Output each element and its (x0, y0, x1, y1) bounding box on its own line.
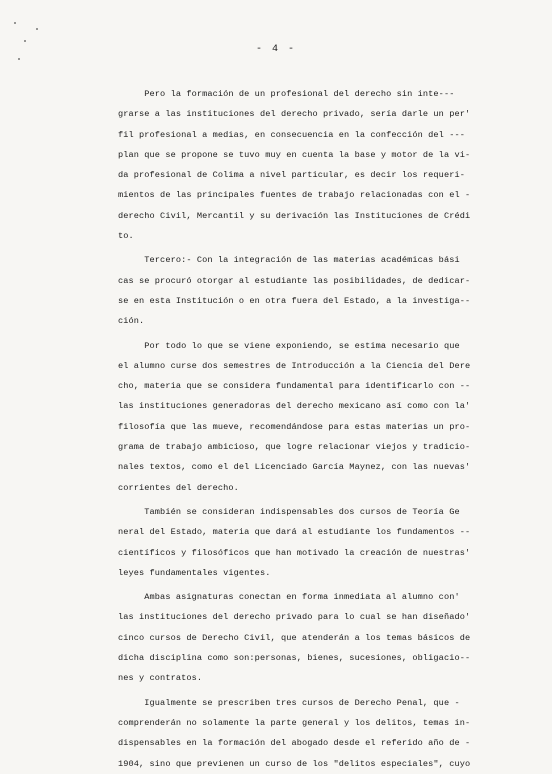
paragraph (118, 84, 478, 246)
text-line: dicha disciplina como son:personas, bienes, sucesiones, obligacio-- (118, 653, 471, 664)
text-line: dispensables en la formación del abogado desde el referido año de - (118, 738, 471, 749)
text-line: las instituciones generadoras del derecho mexicano así como con la' (118, 401, 471, 412)
paper-speck (36, 28, 38, 30)
text-line: las instituciones del derecho privado para lo cual se han diseñado' (118, 612, 471, 623)
paragraph (118, 336, 478, 498)
text-line: fil profesional a medias, en consecuencia en la confección del --- (118, 129, 465, 140)
paper-speck (14, 22, 16, 24)
text-line: leyes fundamentales vigentes. (118, 567, 271, 578)
page-number: - 4 - (255, 44, 296, 55)
paragraph (118, 502, 478, 583)
paragraph (118, 693, 478, 774)
text-line: da profesional de Colima a nivel particular, es decir los requeri- (118, 170, 465, 181)
text-line: mientos de las principales fuentes de trabajo relacionadas con el - (118, 190, 471, 201)
text-line: Ambas asignaturas conectan en forma inmediata al alumno con' (118, 592, 460, 603)
text-line: Igualmente se prescriben tres cursos de Derecho Penal, que - (118, 697, 460, 708)
text-line: 1904, sino que previenen un curso de los "delitos especiales", cuyo (118, 758, 471, 769)
text-line: grarse a las instituciones del derecho privado, sería darle un per' (118, 109, 471, 120)
text-line: derecho Civil, Mercantil y su derivación las Instituciones de Crédi (118, 210, 471, 221)
text-line: cho, materia que se considera fundamental para identificarlo con -- (118, 381, 471, 392)
text-line: Tercero:- Con la integración de las materias académicas bási (118, 255, 460, 266)
body-text (118, 84, 478, 774)
text-line: se en esta Institución o en otra fuera del Estado, a la investiga-- (118, 295, 471, 306)
text-line: científicos y filosóficos que han motivado la creación de nuestras' (118, 547, 471, 558)
text-line: ción. (118, 316, 145, 327)
text-line: Por todo lo que se viene exponiendo, se estima necesario que (118, 340, 460, 351)
text-line: nales textos, como el del Licenciado García Maynez, con las nuevas' (118, 462, 471, 473)
text-line: cas se procuró otorgar al estudiante las posibilidades, de dedicar- (118, 275, 471, 286)
text-line: plan que se propone se tuvo muy en cuenta la base y motor de la vi- (118, 149, 471, 160)
paragraph (118, 587, 478, 688)
text-line: nes y contratos. (118, 673, 203, 684)
text-line: También se consideran indispensables dos cursos de Teoría Ge (118, 506, 460, 517)
text-line: el alumno curse dos semestres de Introducción a la Ciencia del Dere (118, 360, 471, 371)
paper-speck (24, 40, 26, 42)
text-line: neral del Estado, materia que dará al estudiante los fundamentos -- (118, 527, 471, 538)
text-line: Pero la formación de un profesional del derecho sin inte--- (118, 89, 455, 99)
text-line: comprenderán no solamente la parte general y los delitos, temas in- (118, 717, 471, 728)
text-line: to. (118, 231, 134, 242)
text-line: corrientes del derecho. (118, 482, 239, 493)
paragraph (118, 250, 478, 331)
text-line: filosofía que las mueve, recomendándose para estas materias un pro- (118, 421, 471, 432)
paper-speck (18, 58, 20, 60)
text-line: grama de trabajo ambicioso, que logre relacionar viejos y tradicio- (118, 442, 471, 453)
text-line: cinco cursos de Derecho Civil, que atenderán a los temas básicos de (118, 632, 471, 643)
